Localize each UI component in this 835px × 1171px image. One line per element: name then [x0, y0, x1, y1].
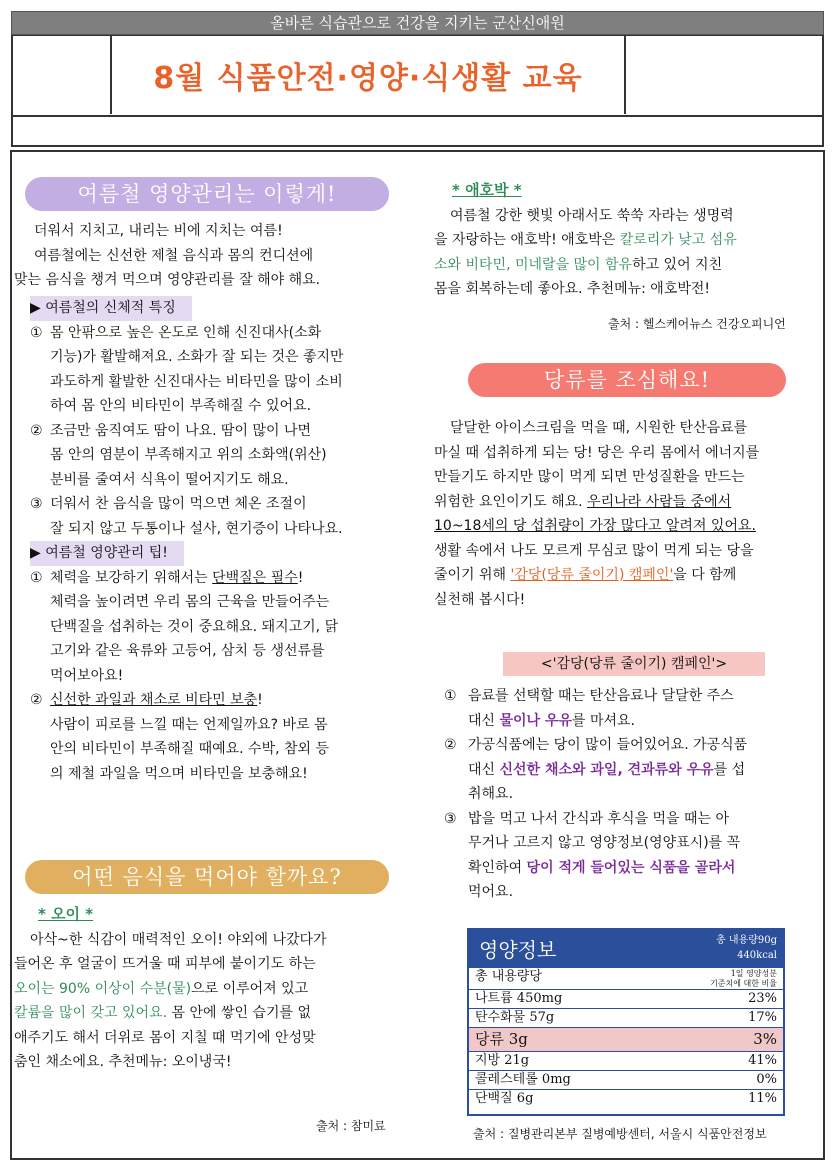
- header-title-cell: [112, 36, 626, 114]
- campaign-line: 무거나 고르지 않고 영양정보(영양표시)를 꼭: [468, 835, 741, 851]
- sugar-section: [434, 416, 826, 612]
- feature-line: 하여 몸 안의 비타민이 부족해질 수 있어요.: [50, 398, 312, 414]
- nutrition-row: [469, 990, 783, 1009]
- campaign-highlight: 당이 적게 들어있는 식품을 골라서: [526, 859, 736, 876]
- item-number: ②: [30, 692, 43, 708]
- tip-text: 체력을 보강하기 위해서는: [50, 569, 213, 586]
- daily-value-note: [710, 969, 777, 989]
- body-features-section: [30, 296, 410, 786]
- tip-line: 의 제철 과일을 먹으며 비타민을 보충해요!: [50, 765, 308, 782]
- feature-line: 기능)가 활발해져요. 소화가 잘 되는 것은 좋지만: [50, 349, 344, 365]
- feature-item: [30, 321, 410, 419]
- nutrient-name: 콜레스테롤 0mg: [475, 1072, 571, 1087]
- campaign-text: 를 마셔요.: [572, 712, 635, 729]
- tip-line: 단백질을 섭취하는 것이 중요해요. 돼지고기, 닭: [50, 618, 339, 635]
- nutrition-row: [469, 1090, 783, 1109]
- feature-line: 몸 안의 염분이 부족해지고 위의 소화액(위산): [50, 447, 327, 463]
- nutrient-percent: 23%: [748, 991, 777, 1006]
- tip-item: [30, 688, 410, 786]
- nutrient-name: 당류 3g: [475, 1030, 528, 1048]
- feature-item: [30, 419, 410, 493]
- feature-line: 조금만 움직여도 땀이 나요. 땀이 많이 나면: [50, 422, 312, 439]
- nutrient-name: 지방 21g: [475, 1053, 530, 1068]
- item-number: ③: [444, 810, 457, 827]
- sugar-emphasis: 10~18세의 당 섭취량이 가장 많다고 알려져 있어요.: [434, 518, 756, 534]
- nutrition-tips-heading: ▶ 여름철 영양관리 팁!: [30, 541, 184, 566]
- zucchini-heading: * 애호박 *: [452, 181, 522, 199]
- feature-line: 잘 되지 않고 두통이나 설사, 현기증이 나타나요.: [50, 520, 343, 537]
- cucumber-line: 아삭~한 식감이 매력적인 오이! 야외에 나갔다가: [30, 931, 327, 948]
- sugar-line: 달달한 아이스크림을 먹을 때, 시원한 탄산음료를: [450, 420, 748, 436]
- item-number: ①: [30, 569, 43, 586]
- campaign-text: 확인하여: [468, 859, 527, 876]
- campaign-text: 대신: [468, 761, 500, 778]
- tip-line: 고기와 같은 육류와 고등어, 삼치 등 생선류를: [50, 643, 325, 659]
- sugar-text: 을 다 함께: [673, 567, 737, 583]
- intro-line: 더워서 지치고, 내리는 비에 지치는 여름!: [34, 223, 283, 239]
- summer-intro: [14, 219, 406, 293]
- nutrient-percent: 0%: [756, 1072, 777, 1087]
- campaign-line: 음료를 선택할 때는 탄산음료나 달달한 주스: [468, 688, 734, 704]
- row-head-label: 총 내용량당: [475, 969, 542, 984]
- note-line: 기준치에 대한 비율: [710, 979, 777, 988]
- cucumber-source: 출처 : 참미료: [316, 1119, 386, 1133]
- feature-line: 몸 안팎으로 높은 온도로 인해 신진대사(소화: [50, 324, 322, 341]
- total-amount: 총 내용량90g: [716, 935, 777, 946]
- nutrition-total: [716, 933, 777, 963]
- cucumber-highlight: 칼륨을 많이 갖고 있어요.: [14, 1005, 168, 1021]
- page-title: 8월 식품안전·영양·식생활 교육: [153, 61, 583, 96]
- top-banner: 올바른 식습관으로 건강을 지키는 군산신애원: [11, 11, 824, 35]
- sugar-line: 만들기도 하지만 많이 먹게 되면 만성질환을 만드는: [434, 469, 745, 485]
- intro-line: 맞는 음식을 챙겨 먹으며 영양관리를 잘 해야 해요.: [14, 272, 321, 288]
- cucumber-text: 몸 안에 쌓인 습기를 없: [167, 1005, 312, 1021]
- tip-item: [30, 566, 410, 689]
- campaign-title: <'감당(당류 줄이기) 캠페인'>: [503, 652, 765, 676]
- sugar-text: 줄이기 위해: [434, 567, 511, 583]
- tip-line: 안의 비타민이 부족해질 때예요. 수박, 참외 등: [50, 741, 330, 757]
- nutrition-row: [469, 1071, 783, 1090]
- what-to-eat-pill: 어떤 음식을 먹어야 할까요?: [25, 860, 389, 894]
- campaign-line: 밥을 먹고 나서 간식과 후식을 먹을 때는 아: [468, 810, 730, 827]
- tip-emphasis: 단백질은 필수: [212, 569, 298, 586]
- nutrient-percent: 17%: [748, 1010, 777, 1025]
- campaign-line: 가공식품에는 당이 많이 들어있어요. 가공식품: [468, 737, 748, 753]
- item-number: ②: [30, 422, 43, 439]
- feature-line: 분비를 줄여서 식욕이 떨어지기도 해요.: [50, 471, 289, 488]
- item-number: ①: [444, 688, 457, 704]
- zucchini-highlight: 칼로리가 낮고 섬유: [619, 232, 737, 248]
- campaign-text: 를 섭: [713, 761, 746, 778]
- campaign-line: 취해요.: [468, 786, 514, 802]
- sugar-caution-pill: 당류를 조심해요!: [468, 363, 786, 397]
- cucumber-section: [14, 902, 406, 1075]
- title-header: [11, 35, 824, 117]
- cucumber-heading: * 오이 *: [38, 905, 94, 923]
- nutrition-row-head: [469, 968, 783, 990]
- campaign-text: 대신: [468, 712, 500, 729]
- nutrition-row: [469, 1009, 783, 1028]
- nutrient-name: 탄수화물 57g: [475, 1010, 555, 1025]
- zucchini-text: 을 자랑하는 애호박! 애호박은: [434, 232, 620, 248]
- sugar-line: 생활 속에서 나도 모르게 무심코 많이 먹게 되는 당을: [434, 542, 754, 559]
- feature-line: 과도하게 활발한 신진대사는 비타민을 많이 소비: [50, 373, 343, 390]
- tip-emphasis: 신선한 과일과 채소로 비타민 보충: [50, 692, 258, 708]
- cucumber-line: 들어온 후 얼굴이 뜨거울 때 피부에 붙이기도 하는: [14, 956, 316, 972]
- nutrition-title: 영양정보: [479, 938, 557, 962]
- nutrition-header: [469, 930, 783, 968]
- sugar-line: 마실 때 섭취하게 되는 당! 당은 우리 몸에서 에너지를: [434, 444, 760, 461]
- cucumber-text: 으로 이루어져 있고: [191, 980, 309, 997]
- campaign-highlight: 물이나 우유: [499, 712, 572, 729]
- zucchini-line: 몸을 회복하는데 좋아요. 추천메뉴: 애호박전!: [434, 281, 711, 297]
- tip-line: 체력을 높이려면 우리 몸의 근육을 만들어주는: [50, 594, 330, 610]
- intro-line: 여름철에는 신선한 제철 음식과 몸의 컨디션에: [34, 247, 314, 264]
- body-features-heading: ▶ 여름철의 신체적 특징: [30, 296, 192, 321]
- zucchini-highlight: 소와 비타민, 미네랄을 많이 함유: [434, 256, 633, 273]
- nutrition-source: 출처 : 질병관리본부 질병예방센터, 서울시 식품안전정보: [473, 1127, 767, 1141]
- tip-text: !: [257, 692, 263, 708]
- tip-text: !: [297, 569, 304, 586]
- item-number: ①: [30, 324, 43, 341]
- header-left-cell: [13, 36, 112, 114]
- nutrient-percent: 41%: [748, 1053, 777, 1068]
- cucumber-highlight: 오이는 90% 이상이 수분(물): [14, 980, 192, 997]
- item-number: ③: [30, 496, 43, 512]
- nutrition-row: [469, 1052, 783, 1071]
- campaign-mention: '감당(당류 줄이기) 캠페인': [510, 567, 674, 583]
- nutrition-row-sugar: [469, 1028, 783, 1052]
- sugar-emphasis: 우리나라 사람들 중에서: [587, 493, 732, 510]
- zucchini-section: [434, 178, 824, 302]
- campaign-item: [444, 684, 824, 733]
- campaign-item: [444, 807, 824, 905]
- tip-line: 먹어보아요!: [50, 667, 124, 684]
- cucumber-line: 애주기도 해서 더위로 몸이 지칠 때 먹기에 안성맞: [14, 1029, 316, 1046]
- campaign-list: [444, 684, 824, 905]
- nutrient-name: 단백질 6g: [475, 1091, 534, 1106]
- cucumber-line: 춤인 채소에요. 추천메뉴: 오이냉국!: [14, 1054, 232, 1070]
- nutrient-percent: 11%: [748, 1091, 777, 1106]
- header-sub-row: [11, 117, 824, 147]
- nutrient-name: 나트륨 450mg: [475, 991, 563, 1006]
- zucchini-source: 출처 : 헬스케어뉴스 건강오피니언: [608, 317, 786, 331]
- tip-line: 사람이 피로를 느낄 때는 언제일까요? 바로 몸: [50, 716, 328, 733]
- feature-line: 더워서 찬 음식을 많이 먹으면 체온 조절이: [50, 496, 307, 512]
- summer-nutrition-pill: 여름철 영양관리는 이렇게!: [25, 177, 389, 211]
- sugar-line: 실천해 봅시다!: [434, 591, 526, 608]
- zucchini-text: 하고 있어 지친: [632, 256, 723, 273]
- nutrient-percent: 3%: [753, 1030, 777, 1048]
- zucchini-line: 여름철 강한 햇빛 아래서도 쑥쑥 자라는 생명력: [450, 207, 734, 224]
- item-number: ②: [444, 737, 457, 753]
- feature-item: [30, 492, 410, 541]
- nutrition-facts-label: [467, 928, 785, 1116]
- total-kcal: 440kcal: [737, 950, 777, 961]
- campaign-item: [444, 733, 824, 807]
- campaign-line: 먹어요.: [468, 884, 514, 900]
- note-line: 1일 영양성분: [730, 969, 777, 978]
- sugar-text: 위험한 요인이기도 해요.: [434, 493, 588, 510]
- campaign-highlight: 신선한 채소와 과일, 견과류와 우유: [499, 761, 714, 778]
